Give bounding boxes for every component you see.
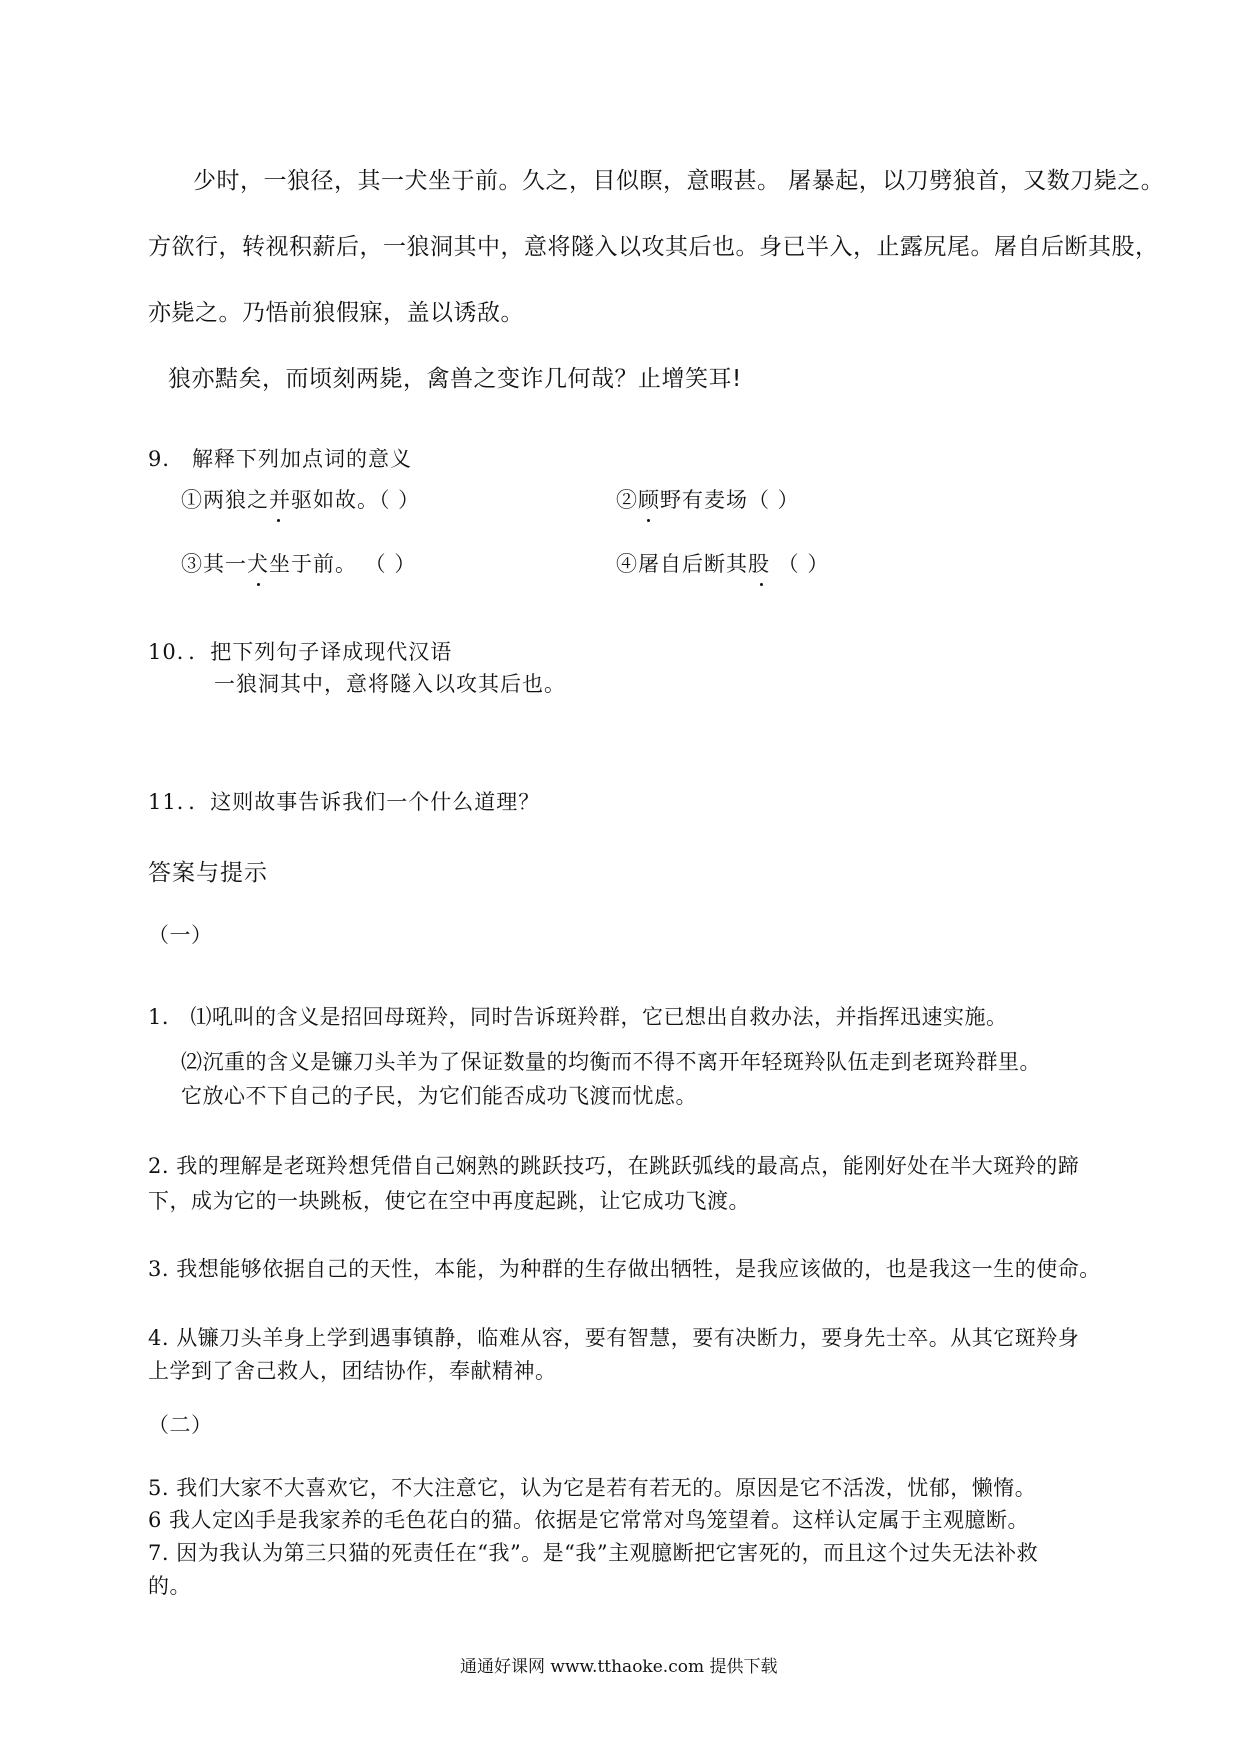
answers-heading: 答案与提示 bbox=[148, 860, 268, 886]
question-9-item-2: ②顾野有麦场（ ） bbox=[616, 488, 800, 512]
answer-3: 3. 我想能够依据自己的天性，本能，为种群的生存做出牺牲，是我应该做的，也是我这一生的使命。 bbox=[148, 1257, 1101, 1281]
passage-line-3: 亦毙之。乃悟前狼假寐，盖以诱敌。 bbox=[148, 300, 524, 326]
emphasis-dot-gu2 bbox=[760, 583, 763, 586]
question-9-item-4: ④屠自后断其股 （ ） bbox=[616, 552, 830, 576]
answer-1-line-2: ⑵沉重的含义是镰刀头羊为了保证数量的均衡而不得不离开年轻斑羚队伍走到老斑羚群里。 bbox=[181, 1050, 1041, 1074]
passage-line-4: 狼亦黠矣，而顷刻两毙，禽兽之变诈几何哉？止增笑耳! bbox=[168, 366, 742, 392]
question-9-item-3: ③其一犬坐于前。 （ ） bbox=[181, 552, 417, 576]
question-10-sentence: 一狼洞其中，意将隧入以攻其后也。 bbox=[214, 672, 566, 696]
emphasis-dot-gu bbox=[647, 519, 650, 522]
question-9-item-1: ①两狼之并驱如故。（ ） bbox=[181, 488, 421, 512]
emphasis-dot-bing bbox=[277, 519, 280, 522]
answer-1-line-1: 1． ⑴吼叫的含义是招回母斑羚，同时告诉斑羚群，它已想出自救办法，并指挥迅速实施。 bbox=[148, 1005, 1008, 1029]
emphasis-dot-quan bbox=[257, 583, 260, 586]
question-9-title: 9． 解释下列加点词的意义 bbox=[148, 447, 413, 471]
answer-2-line-2: 下，成为它的一块跳板，使它在空中再度起跳，让它成功飞渡。 bbox=[148, 1189, 750, 1213]
answer-6: 6 我人定凶手是我家养的毛色花白的猫。依据是它常常对鸟笼望着。这样认定属于主观臆断。 bbox=[148, 1508, 1030, 1532]
answer-1-line-3: 它放心不下自己的子民，为它们能否成功飞渡而忧虑。 bbox=[181, 1084, 697, 1108]
question-11-title: 11．．这则故事告诉我们一个什么道理？ bbox=[148, 790, 541, 814]
passage-line-2: 方欲行，转视积薪后，一狼洞其中，意将隧入以攻其后也。身已半入，止露尻尾。屠自后断其股， bbox=[148, 234, 1159, 260]
answers-section-1: （一） bbox=[148, 923, 213, 947]
answer-4-line-2: 上学到了舍己救人，团结协作，奉献精神。 bbox=[148, 1359, 557, 1383]
answers-section-2: （二） bbox=[148, 1413, 213, 1437]
answer-5: 5. 我们大家不大喜欢它，不大注意它，认为它是若有若无的。原因是它不活泼，忧郁，懒惰。 bbox=[148, 1476, 1037, 1500]
page-footer: 通通好课网 www.tthaoke.com 提供下载 bbox=[460, 1657, 778, 1677]
answer-7-line-1: 7. 因为我认为第三只猫的死责任在“我”。是“我”主观臆断把它害死的，而且这个过失无法补救 bbox=[148, 1541, 1039, 1565]
answer-2-line-1: 2. 我的理解是老斑羚想凭借自己娴熟的跳跃技巧，在跳跃弧线的最高点，能刚好处在半大斑羚的蹄 bbox=[148, 1154, 1080, 1178]
answer-4-line-1: 4. 从镰刀头羊身上学到遇事镇静，临难从容，要有智慧，要有决断力，要身先士卒。从其它斑羚身 bbox=[148, 1326, 1080, 1350]
answer-7-line-2: 的。 bbox=[148, 1574, 191, 1598]
passage-line-1: 少时，一狼径，其一犬坐于前。久之，目似瞑，意暇甚。 屠暴起，以刀劈狼首，又数刀毙之。 bbox=[193, 168, 1165, 194]
question-10-title: 10．．把下列句子译成现代汉语 bbox=[148, 640, 453, 664]
